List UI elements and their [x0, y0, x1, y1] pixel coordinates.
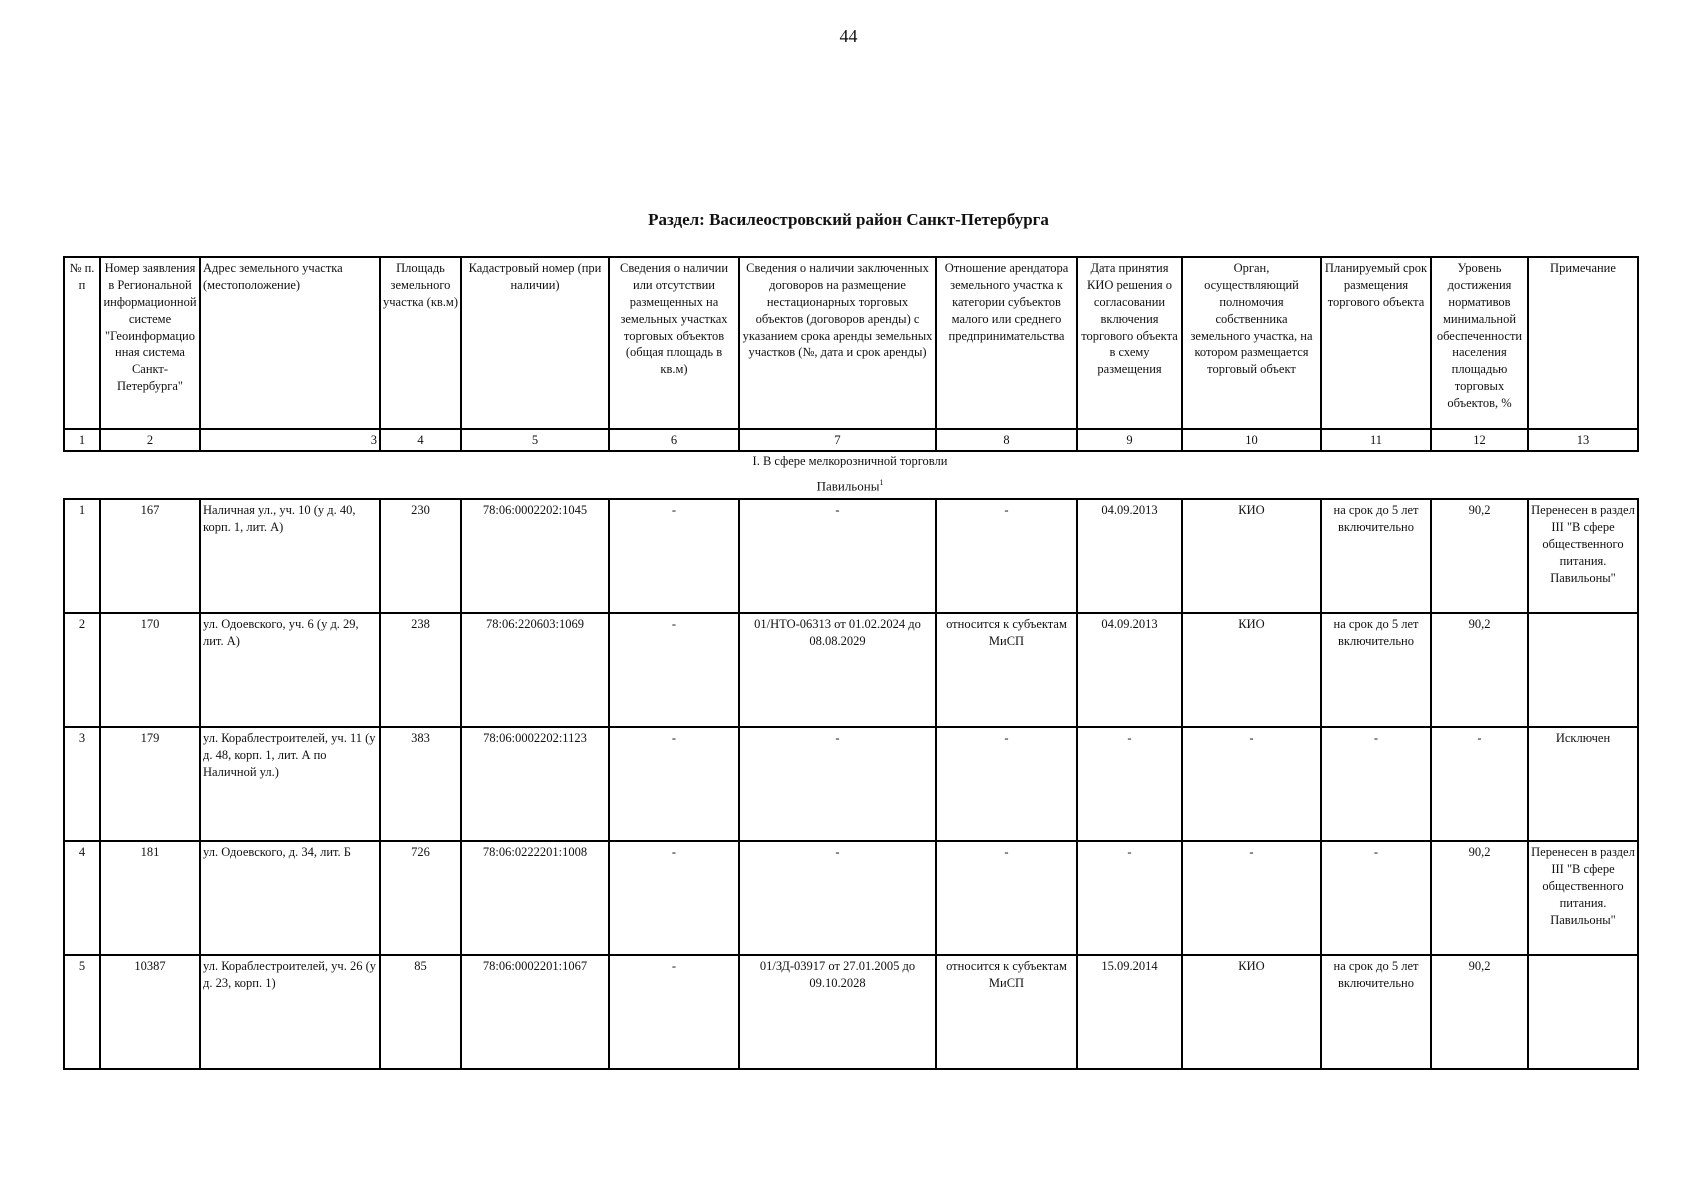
group-footnote-mark: 1: [879, 478, 884, 487]
cell-area: 383: [380, 727, 461, 841]
cell-note: [1528, 955, 1638, 1069]
column-number: 1: [64, 429, 100, 451]
cell-application: 181: [100, 841, 200, 955]
header-cell-sme: Отношение арендатора земельного участка к категории субъектов малого или среднего предпринимательства: [936, 257, 1077, 429]
table-row: [64, 727, 1638, 841]
cell-area: 230: [380, 499, 461, 613]
header-cell-authority: Орган, осуществляющий полномочия собственника земельного участка, на котором размещается торговый объект: [1182, 257, 1321, 429]
cell-level: 90,2: [1431, 613, 1528, 727]
cell-sme: -: [936, 727, 1077, 841]
subsection-title: I. В сфере мелкорозничной торговли: [752, 454, 948, 468]
header-cell-number: № п. п: [64, 257, 100, 429]
column-number: 9: [1077, 429, 1182, 451]
cell-level: 90,2: [1431, 955, 1528, 1069]
cell-cadastre: 78:06:0002202:1123: [461, 727, 609, 841]
table-row: [64, 955, 1638, 1069]
cell-date: 04.09.2013: [1077, 613, 1182, 727]
header-cell-contracts: Сведения о наличии заключенных договоров на размещение нестационарных торговых объектов (договоров аренды) с указанием срока аренды земельных участков (№, дата и срок аренды): [739, 257, 936, 429]
cell-application: 179: [100, 727, 200, 841]
cell-term: на срок до 5 лет включительно: [1321, 499, 1431, 613]
header-cell-cadastre: Кадастровый номер (при наличии): [461, 257, 609, 429]
table-row: [64, 499, 1638, 613]
column-number: 7: [739, 429, 936, 451]
cell-contract: -: [739, 841, 936, 955]
cell-sme: относится к субъектам МиСП: [936, 955, 1077, 1069]
header-cell-note: Примечание: [1528, 257, 1638, 429]
cell-cadastre: 78:06:0222201:1008: [461, 841, 609, 955]
cell-number: 1: [64, 499, 100, 613]
column-number: 11: [1321, 429, 1431, 451]
cell-note: Исключен: [1528, 727, 1638, 841]
cell-objects: -: [609, 955, 739, 1069]
cell-address: ул. Кораблестроителей, уч. 26 (у д. 23, корп. 1): [200, 955, 380, 1069]
cell-number: 4: [64, 841, 100, 955]
cell-date: 04.09.2013: [1077, 499, 1182, 613]
cell-sme: -: [936, 499, 1077, 613]
column-number: 3: [200, 429, 380, 451]
cell-date: 15.09.2014: [1077, 955, 1182, 1069]
header-cell-address: Адрес земельного участка (местоположение): [200, 257, 380, 429]
table-row: [64, 841, 1638, 955]
cell-objects: -: [609, 499, 739, 613]
column-number: 2: [100, 429, 200, 451]
cell-number: 5: [64, 955, 100, 1069]
header-cell-area: Площадь земельного участка (кв.м): [380, 257, 461, 429]
cell-area: 238: [380, 613, 461, 727]
column-number: 12: [1431, 429, 1528, 451]
cell-sme: относится к субъектам МиСП: [936, 613, 1077, 727]
header-table: [63, 256, 1639, 452]
cell-level: 90,2: [1431, 499, 1528, 613]
column-number: 8: [936, 429, 1077, 451]
header-cell-date: Дата принятия КИО решения о согласовании включения торгового объекта в схему размещения: [1077, 257, 1182, 429]
header-cell-application: Номер заявления в Региональной информационной системе "Геоинформационная система Санкт-Петербурга": [100, 257, 200, 429]
cell-application: 10387: [100, 955, 200, 1069]
cell-date: -: [1077, 841, 1182, 955]
section-title: Раздел: Василеостровский район Санкт-Петербурга: [648, 210, 1049, 229]
cell-authority: -: [1182, 727, 1321, 841]
header-cell-level: Уровень достижения нормативов минимальной обеспеченности населения площадью торговых объектов, %: [1431, 257, 1528, 429]
column-number: 5: [461, 429, 609, 451]
cell-objects: -: [609, 727, 739, 841]
group-title-text: Павильоны: [816, 478, 880, 494]
cell-contract: -: [739, 499, 936, 613]
cell-date: -: [1077, 727, 1182, 841]
cell-area: 85: [380, 955, 461, 1069]
cell-authority: КИО: [1182, 613, 1321, 727]
cell-cadastre: 78:06:220603:1069: [461, 613, 609, 727]
cell-contract: -: [739, 727, 936, 841]
cell-number: 3: [64, 727, 100, 841]
column-number: 13: [1528, 429, 1638, 451]
column-number: 10: [1182, 429, 1321, 451]
cell-contract: 01/ЗД-03917 от 27.01.2005 до 09.10.2028: [739, 955, 936, 1069]
cell-objects: -: [609, 613, 739, 727]
cell-objects: -: [609, 841, 739, 955]
cell-note: [1528, 613, 1638, 727]
column-number-row: [64, 429, 1638, 451]
cell-address: Наличная ул., уч. 10 (у д. 40, корп. 1, лит. А): [200, 499, 380, 613]
cell-term: -: [1321, 841, 1431, 955]
cell-address: ул. Одоевского, уч. 6 (у д. 29, лит. А): [200, 613, 380, 727]
cell-cadastre: 78:06:0002202:1045: [461, 499, 609, 613]
cell-cadastre: 78:06:0002201:1067: [461, 955, 609, 1069]
cell-term: на срок до 5 лет включительно: [1321, 955, 1431, 1069]
cell-authority: -: [1182, 841, 1321, 955]
cell-level: 90,2: [1431, 841, 1528, 955]
cell-contract: 01/НТО-06313 от 01.02.2024 до 08.08.2029: [739, 613, 936, 727]
column-number: 4: [380, 429, 461, 451]
header-cell-term: Планируемый срок размещения торгового объекта: [1321, 257, 1431, 429]
cell-application: 167: [100, 499, 200, 613]
cell-term: -: [1321, 727, 1431, 841]
group-title: [63, 478, 1637, 494]
cell-level: -: [1431, 727, 1528, 841]
header-cell-objects: Сведения о наличии или отсутствии размещенных на земельных участках торговых объектов (общая площадь в кв.м): [609, 257, 739, 429]
header-row: [64, 257, 1638, 429]
cell-area: 726: [380, 841, 461, 955]
cell-number: 2: [64, 613, 100, 727]
cell-note: Перенесен в раздел III "В сфере общественного питания. Павильоны": [1528, 499, 1638, 613]
cell-authority: КИО: [1182, 499, 1321, 613]
table-row: [64, 613, 1638, 727]
cell-address: ул. Одоевского, д. 34, лит. Б: [200, 841, 380, 955]
cell-address: ул. Кораблестроителей, уч. 11 (у д. 48, корп. 1, лит. А по Наличной ул.): [200, 727, 380, 841]
cell-authority: КИО: [1182, 955, 1321, 1069]
cell-note: Перенесен в раздел III "В сфере общественного питания. Павильоны": [1528, 841, 1638, 955]
cell-sme: -: [936, 841, 1077, 955]
cell-application: 170: [100, 613, 200, 727]
cell-term: на срок до 5 лет включительно: [1321, 613, 1431, 727]
column-number: 6: [609, 429, 739, 451]
page-number: 44: [839, 26, 858, 46]
data-table: [63, 498, 1639, 1070]
